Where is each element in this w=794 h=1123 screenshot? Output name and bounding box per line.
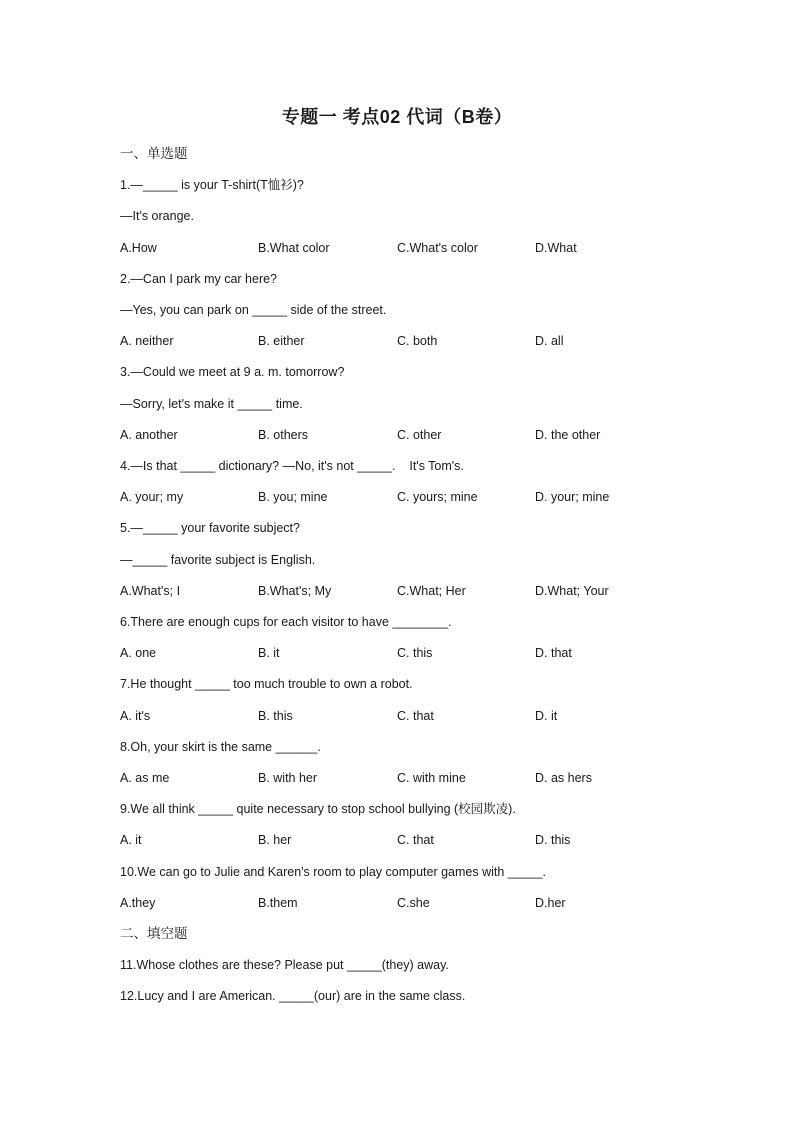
question-6-options [120,645,680,661]
question-7-options [120,708,680,724]
option-d: D. your; mine [535,490,610,504]
question-12-stem: 12.Lucy and I are American. _____(our) are in the same class. [120,989,466,1003]
question-2-options [120,333,680,349]
document-title: 专题一 考点02 代词（B卷） [281,107,513,127]
option-d: D. as hers [535,771,592,785]
question-4-stem: 4.—Is that _____ dictionary? —No, it's not _____. It's Tom's. [120,459,464,473]
question-4-options [120,489,680,505]
question-10-options [120,895,680,911]
question-9-stem: 9.We all think _____ quite necessary to stop school bullying (校园欺凌). [120,802,516,816]
option-c: C.What; Her [397,584,466,598]
option-a: A. it's [120,709,151,723]
option-a: A. one [120,646,157,660]
option-a: A.How [120,241,157,255]
option-b: B. her [258,833,292,847]
option-b: B.What color [258,241,330,255]
question-8-stem: 8.Oh, your skirt is the same ______. [120,740,321,754]
option-c: C. this [397,646,433,660]
section-heading-multiple-choice: 一、单选题 [120,146,188,161]
option-b: B. others [258,428,309,442]
question-2-stem: 2.—Can I park my car here? [120,272,278,286]
question-3-response: —Sorry, let's make it _____ time. [120,397,303,411]
option-a: A.What's; I [120,584,181,598]
question-8-options [120,770,680,786]
option-d: D. this [535,833,571,847]
option-a: A. as me [120,771,170,785]
option-c: C. yours; mine [397,490,478,504]
option-d: D. that [535,646,572,660]
option-d: D.What; Your [535,584,609,598]
option-b: B. it [258,646,280,660]
option-c: C.she [397,896,430,910]
question-9-options [120,832,680,848]
option-c: C. that [397,709,434,723]
option-d: D.What [535,241,577,255]
option-d: D. it [535,709,558,723]
question-6-stem: 6.There are enough cups for each visitor to have ________. [120,615,452,629]
option-a: A.they [120,896,156,910]
option-c: C.What's color [397,241,478,255]
option-a: A. neither [120,334,174,348]
question-1-stem: 1.—_____ is your T-shirt(T恤衫)? [120,178,304,192]
question-1-options [120,240,680,256]
question-10-stem: 10.We can go to Julie and Karen's room to play computer games with _____. [120,865,547,879]
option-a: A. your; my [120,490,184,504]
option-d: D. all [535,334,564,348]
question-5-response: —_____ favorite subject is English. [120,553,316,567]
option-b: B. this [258,709,293,723]
question-2-response: —Yes, you can park on _____ side of the street. [120,303,387,317]
option-c: C. that [397,833,434,847]
option-b: B. you; mine [258,490,328,504]
question-3-stem: 3.—Could we meet at 9 a. m. tomorrow? [120,365,345,379]
option-a: A. it [120,833,142,847]
option-b: B. either [258,334,305,348]
option-c: C. both [397,334,438,348]
question-1-response: —It's orange. [120,209,194,223]
option-b: B.them [258,896,298,910]
option-c: C. other [397,428,442,442]
option-b: B. with her [258,771,318,785]
option-d: D.her [535,896,566,910]
question-5-stem: 5.—_____ your favorite subject? [120,521,300,535]
question-7-stem: 7.He thought _____ too much trouble to own a robot. [120,677,413,691]
option-d: D. the other [535,428,601,442]
question-5-options [120,583,680,599]
section-heading-fill-in: 二、填空题 [120,926,188,941]
option-a: A. another [120,428,178,442]
option-c: C. with mine [397,771,466,785]
option-b: B.What's; My [258,584,332,598]
question-3-options [120,427,680,443]
question-11-stem: 11.Whose clothes are these? Please put _____(they) away. [120,958,449,972]
